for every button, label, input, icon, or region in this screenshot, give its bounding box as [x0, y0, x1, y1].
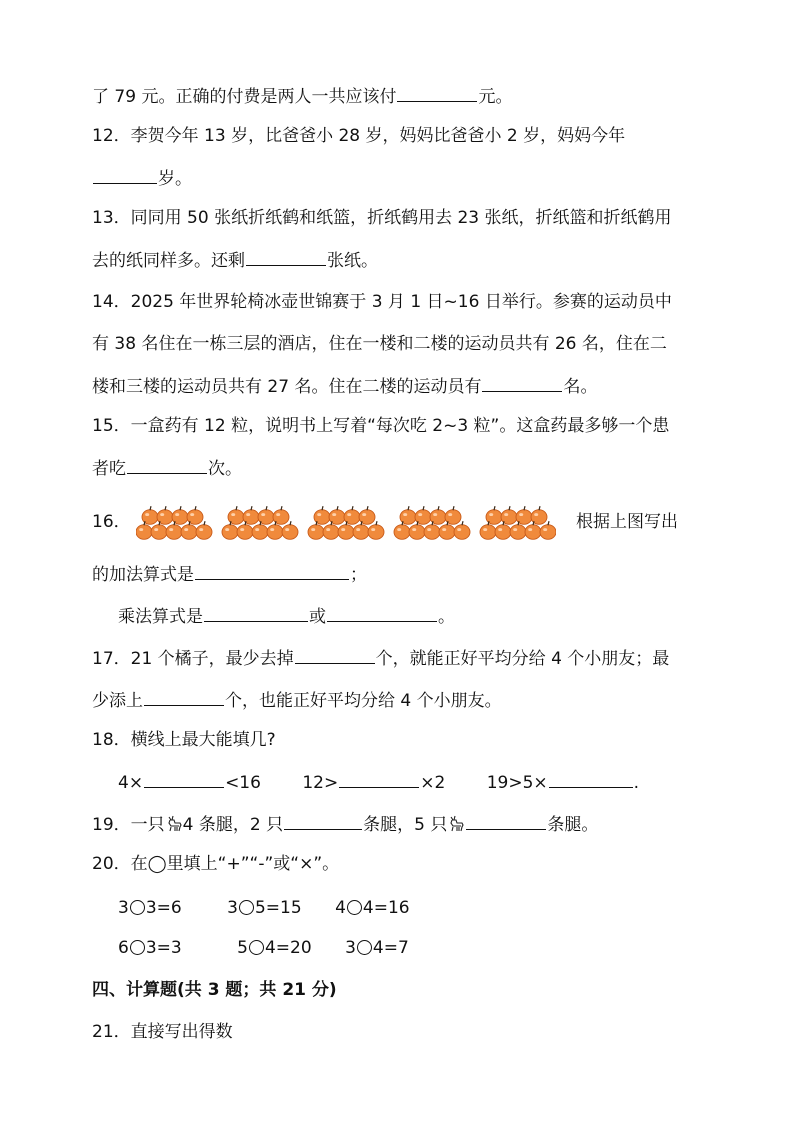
q19-text-1: 19．一只 [92, 815, 165, 835]
q11-text: 了 79 元。正确的付费是两人一共应该付 [92, 87, 397, 107]
q14-text-1: 14．2025 年世界轮椅冰壶世锦赛于 3 月 1 日~16 日举行。参赛的运动员中 [92, 292, 672, 312]
q19-blank-2[interactable] [466, 812, 546, 830]
apple-groups-svg [136, 503, 556, 545]
q18-item-c: 19>5× . [487, 770, 639, 795]
q15-answer-blank[interactable] [127, 456, 207, 474]
q13-text: 13．同同用 50 张纸折纸鹤和纸篮，折纸鹤用去 23 张纸，折纸篮和折纸鹤用 [92, 208, 672, 228]
q18-text: 18．横线上最大能填几? [92, 730, 276, 750]
section-4-title: 四、计算题(共 3 题；共 21 分) [92, 980, 337, 1000]
q16-text-right: 根据上图写出 [576, 512, 678, 532]
q17-add-blank[interactable] [144, 688, 224, 706]
apple-group [480, 506, 556, 539]
q18-blank-c[interactable] [549, 770, 633, 788]
q16-line-2 [92, 562, 794, 587]
q19-line [92, 812, 794, 837]
q19-blank-1[interactable] [284, 812, 362, 830]
q20-r1-item-3: 4 4=16 [335, 898, 410, 918]
q16-or: 或 [309, 607, 326, 627]
apple-group [394, 506, 470, 539]
q14-text-3: 楼和三楼的运动员共有 27 名。住在二楼的运动员有 [92, 377, 482, 397]
q17-text-3: 少添上 [92, 691, 143, 711]
q13-text-2: 去的纸同样多。还剩 [92, 251, 245, 271]
q18-line-1 [92, 728, 794, 752]
operator-circle[interactable] [239, 900, 254, 915]
q17-line-2 [92, 688, 794, 713]
q14-text-2: 有 38 名住在一栋三层的酒店，住在一楼和二楼的运动员共有 26 名，住在二 [92, 334, 667, 354]
q15-text-end: 次。 [208, 459, 242, 479]
q11-line [92, 84, 794, 109]
q15-text-2: 者吃 [92, 459, 126, 479]
q21-text: 21．直接写出得数 [92, 1022, 233, 1042]
q20-row-2 [118, 936, 794, 960]
q18-item-b: 12> ×2 [302, 770, 445, 795]
q15-line-2 [92, 456, 794, 481]
q18-line-2 [118, 770, 794, 795]
q16-line-3 [118, 604, 794, 629]
q19-text-2: 4 条腿，2 只 [182, 815, 284, 835]
q17-text-1: 17．21 个橘子，最少去掉 [92, 649, 294, 669]
apple-groups-figure [136, 503, 556, 545]
q18-blank-a[interactable] [144, 770, 224, 788]
q20-r2-item-3: 3 4=7 [345, 938, 409, 958]
apple-group [222, 506, 298, 539]
q18-item-a: 4× <16 [118, 770, 261, 795]
q15-line-1 [92, 414, 794, 438]
q14-answer-blank[interactable] [482, 374, 562, 392]
q17-remove-blank[interactable] [295, 646, 375, 664]
q15-text: 15．一盒药有 12 粒，说明书上写着“每次吃 2~3 粒”。这盒药最多够一个患 [92, 416, 670, 436]
q21-line [92, 1020, 794, 1044]
q16-addition-label: 的加法算式是 [92, 565, 194, 585]
q17-line-1 [92, 646, 794, 671]
q17-text-4: 个，也能正好平均分给 4 个小朋友。 [225, 691, 502, 711]
operator-circle[interactable] [130, 900, 145, 915]
q12-answer-blank[interactable] [93, 166, 157, 184]
q13-answer-blank[interactable] [246, 248, 326, 266]
q16-multiplication-blank-1[interactable] [204, 604, 308, 622]
q14-text-end: 名。 [563, 377, 598, 397]
q16-semicolon: ； [350, 565, 367, 585]
q16-number: 16． [92, 512, 131, 532]
q20-r2-item-1: 6 3=3 [118, 938, 182, 958]
q16-addition-blank[interactable] [195, 562, 349, 580]
q13-text-end: 张纸。 [327, 251, 378, 271]
q14-line-1 [92, 290, 794, 314]
q20-text: 20．在◯里填上“+”“-”或“×”。 [92, 854, 340, 874]
operator-circle[interactable] [249, 940, 264, 955]
deer-icon [447, 815, 465, 833]
q14-line-2 [92, 332, 794, 356]
q20-row-1 [118, 896, 794, 920]
q20-r2-item-2: 5 4=20 [237, 938, 312, 958]
q16-multiplication-label: 乘法算式是 [118, 607, 203, 627]
q19-text-3: 条腿，5 只 [363, 815, 448, 835]
q20-r1-item-1: 3 3=6 [118, 898, 182, 918]
q12-line-2 [92, 166, 794, 191]
apple-group [308, 506, 384, 539]
q13-line-1 [92, 206, 794, 230]
q11-answer-blank[interactable] [397, 84, 477, 102]
q16-multiplication-blank-2[interactable] [327, 604, 437, 622]
q19-text-4: 条腿。 [547, 815, 599, 835]
q20-r1-item-2: 3 5=15 [227, 898, 302, 918]
q14-line-3 [92, 374, 794, 399]
operator-circle[interactable] [357, 940, 372, 955]
q16-period: 。 [438, 607, 455, 627]
q17-text-2: 个，就能正好平均分给 4 个小朋友；最 [375, 649, 670, 669]
q12-line-1 [92, 124, 794, 148]
deer-icon [165, 815, 183, 833]
apple-group [136, 506, 212, 539]
q13-line-2 [92, 248, 794, 273]
q12-text-end: 岁。 [158, 169, 192, 189]
operator-circle[interactable] [130, 940, 145, 955]
q11-text-end: 元。 [478, 87, 513, 107]
q12-text: 12．李贺今年 13 岁，比爸爸小 28 岁，妈妈比爸爸小 2 岁，妈妈今年 [92, 126, 626, 146]
q18-blank-b[interactable] [339, 770, 419, 788]
q20-line-1 [92, 852, 794, 876]
operator-circle[interactable] [347, 900, 362, 915]
